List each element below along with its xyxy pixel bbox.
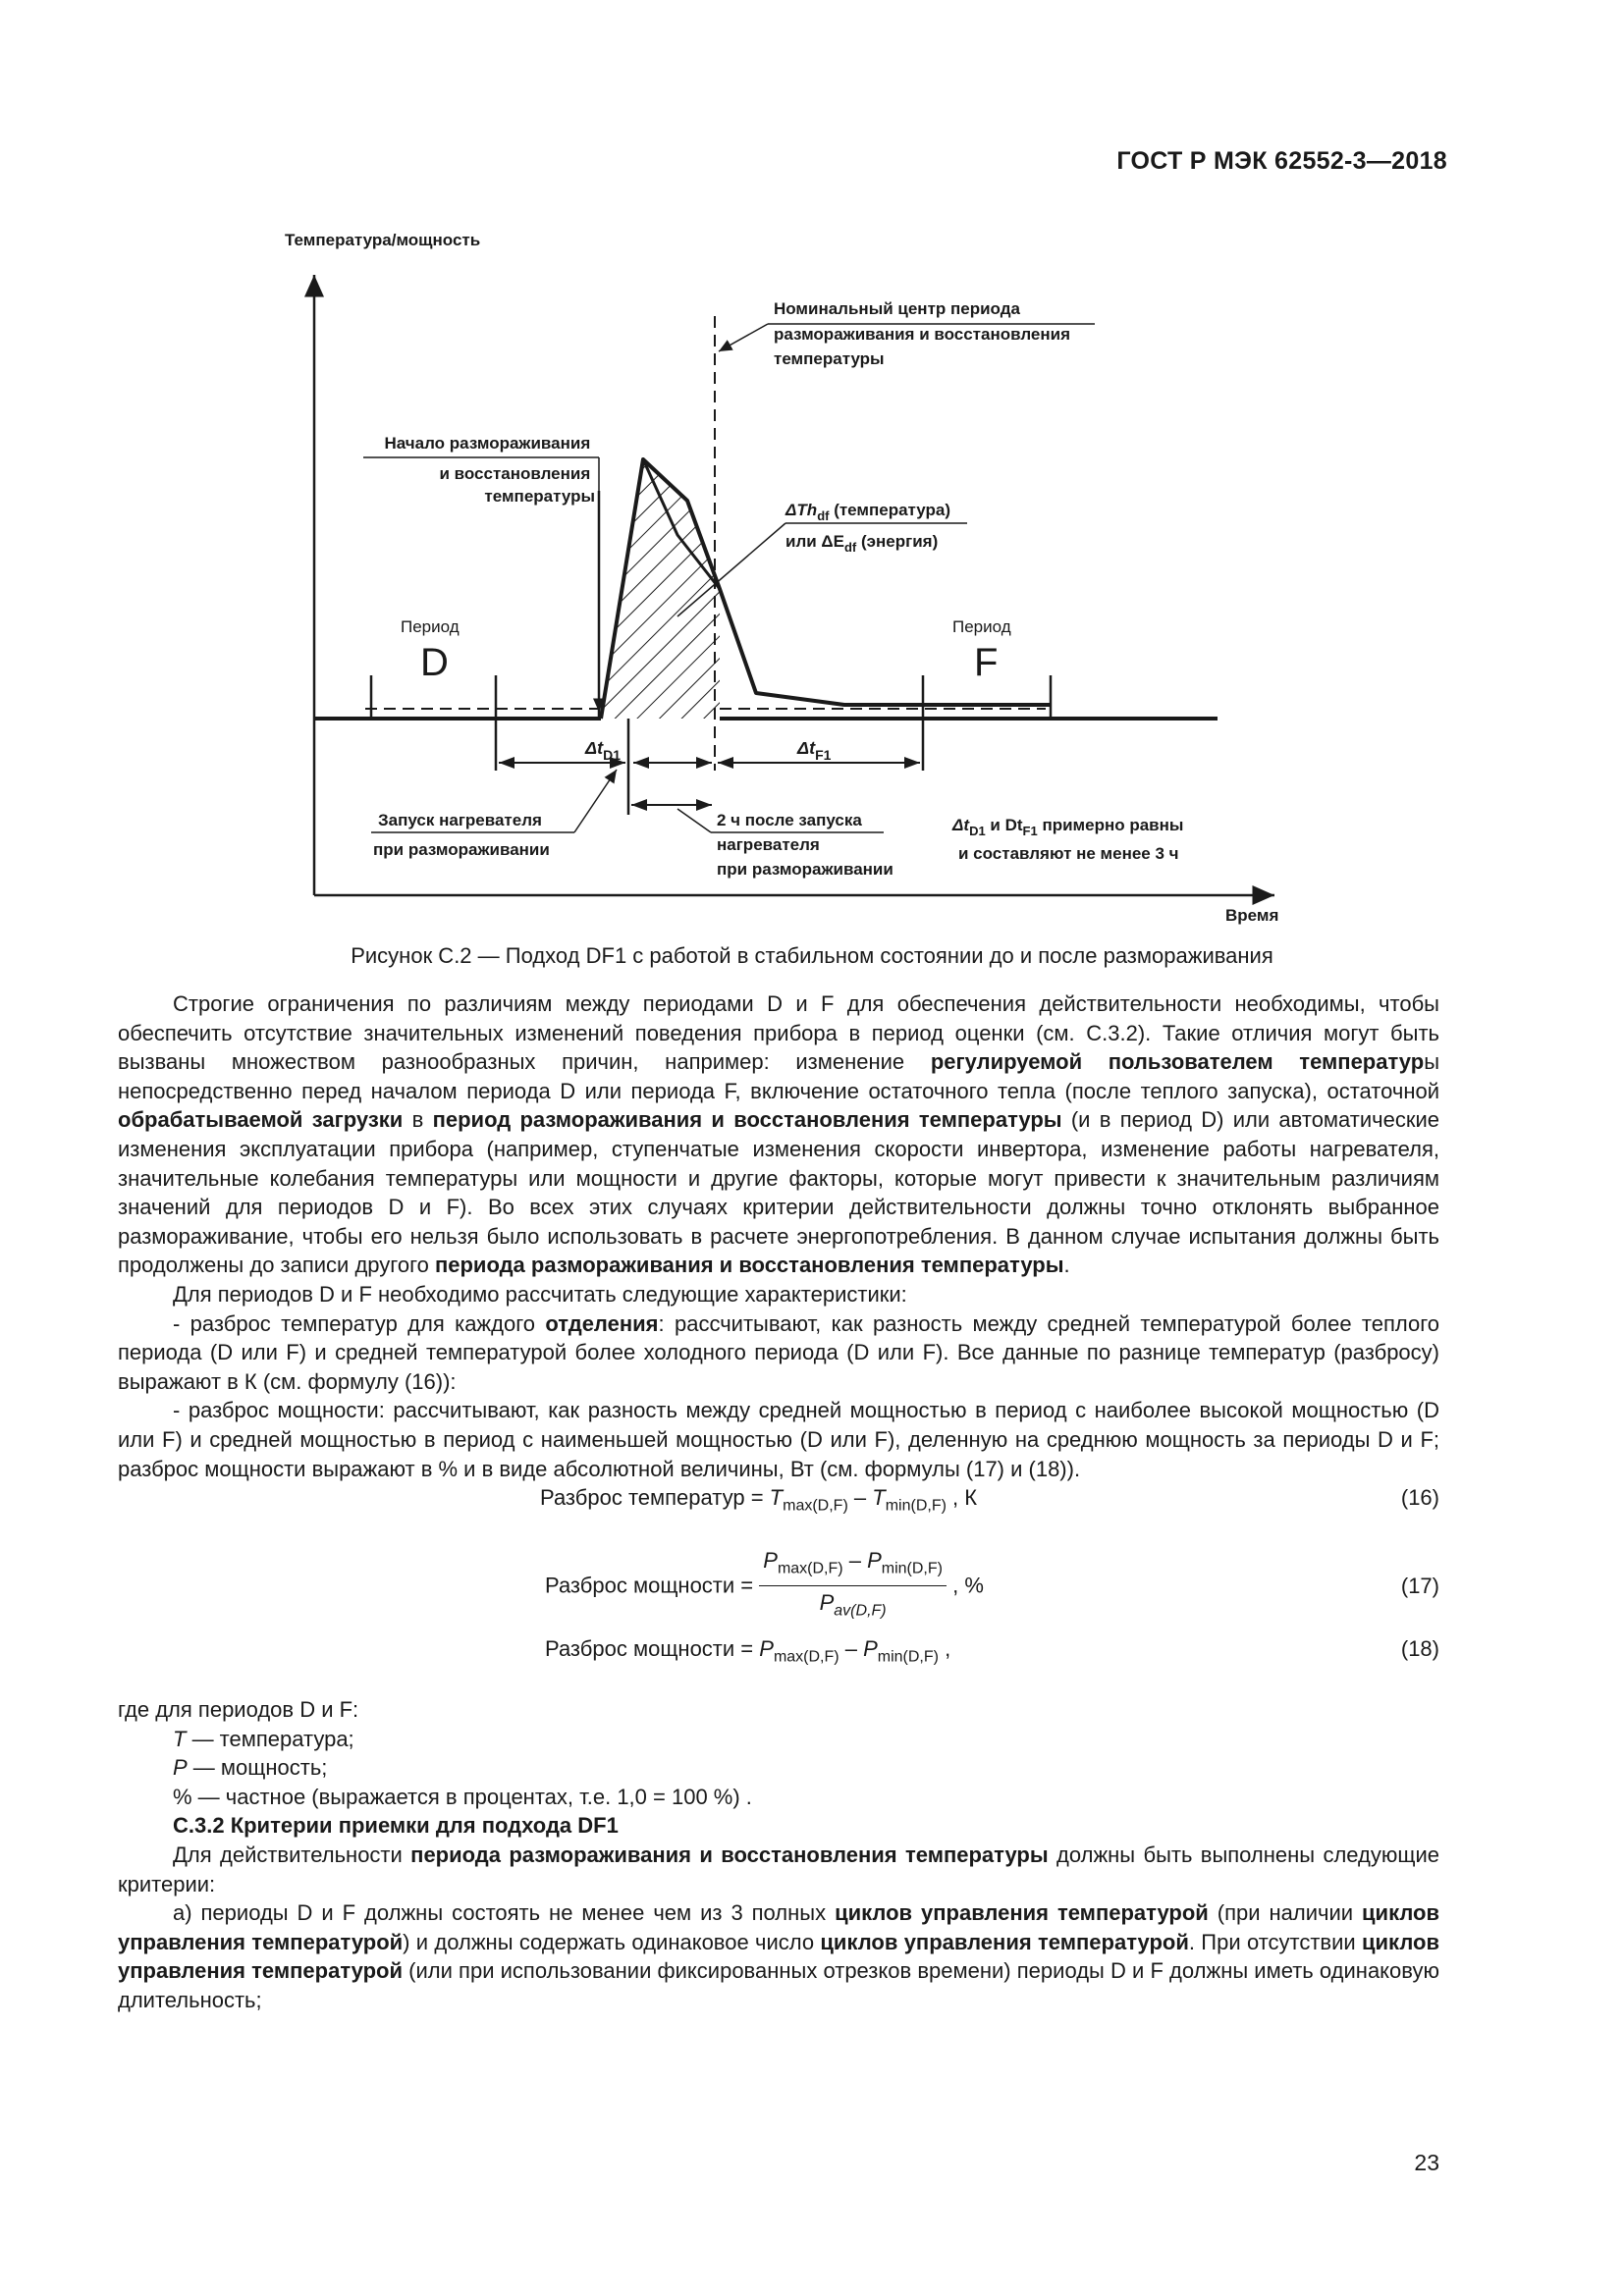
- paragraph: Строгие ограничения по различиям между периодами D и F для обеспечения действительности необходимы, чтобы обеспечить отсутствие значительных изменений поведения прибора в период оценки (см. C.3.2). Такие отличия могут быть вызваны множеством разнообразных причин, например: изменение регулируемой пользователем температуры непосредственно перед началом периода D или периода F, включение остаточного тепла (после теплого запуска), остаточной обрабатываемой загрузки в период размораживания и восстановления температуры (и в период D) или автоматические изменения эксплуатации прибора (например, ступенчатые изменения скорости инвертора, изменение работы нагревателя, значительные колебания температуры или мощности и другие факторы, которые могут привести к значительным различиям значений для периодов D и F). Во всех этих случаях критерии действительности должны точно отклонять выбранное размораживание, чтобы его нельзя было использовать в расчете энергопотребления. В данном случае испытания должны быть продолжены до записи другого периода размораживания и восстановления температуры.: [118, 991, 1440, 1278]
- equation-16: Разброс температур = $T_{max(D,F)} - T_{min(D,F)}$ , К (16): [540, 1485, 1439, 1515]
- page-number: 23: [1414, 2150, 1439, 2175]
- figure-c2: [0, 0, 1624, 942]
- period-f-letter: F: [974, 641, 999, 684]
- equality-note-line2: и составляют не менее 3 ч: [958, 844, 1179, 863]
- dt-d1-label: $\Delta t_{D1}$: [585, 738, 621, 763]
- document-id: ГОСТ Р МЭК 62552-3—2018: [1116, 147, 1447, 175]
- period-f-label: Период: [952, 617, 1011, 636]
- start-label: Начало размораживания и восстановления температуры: [384, 434, 595, 506]
- definition: P — мощность;: [173, 1755, 328, 1781]
- heater-start-label: Запуск нагревателя при размораживании: [373, 811, 550, 859]
- paragraph: а) периоды D и F должны состоять не менее чем из 3 полных циклов управления температурой (при наличии циклов управления температурой) и должны содержать одинаковое число циклов управления температурой. При отсутствии циклов управления температурой (или при использовании фиксированных отрезков времени) периоды D и F должны иметь одинаковую длительность;: [118, 1900, 1439, 2013]
- period-d-label: Период: [401, 617, 460, 636]
- paragraph: Для периодов D и F необходимо рассчитать следующие характеристики:: [173, 1281, 907, 1307]
- equation-17: Разброс мощности = $\frac{P_{max(D,F)} - P_{min(D,F)}}{P_{av(D,F)}}$ , % (17): [545, 1548, 1439, 1620]
- dt-f1-label: $\Delta t_{F1}$: [797, 738, 832, 763]
- x-axis-label: Время: [1225, 906, 1279, 925]
- paragraph: где для периодов D и F:: [118, 1697, 359, 1723]
- paragraph: - разброс мощности: рассчитывают, как разность между средней мощностью в период с наиболее высокой мощностью (D или F) и средней мощностью в период с наименьшей мощностью (D или F), деленную на среднюю мощность за периоды D и F; разброс мощности выражают в % и в виде абсолютной величины, Вт (см. формулы (17) и (18)).: [118, 1398, 1439, 1481]
- body-text: [118, 989, 1439, 2015]
- paragraph: - разброс температур для каждого отделения: рассчитывают, как разность между средней температурой более теплого периода (D или F) и средней температурой более холодного периода (D или F). Все данные по разнице температур (разбросу) выражают в К (см. формулу (16)):: [118, 1310, 1440, 1394]
- after-2h-label: 2 ч после запуска нагревателя при размораживании: [717, 811, 893, 879]
- figure-caption: Рисунок C.2 — Подход DF1 с работой в стабильном состоянии до и после размораживания: [351, 943, 1273, 968]
- delta-e-label: или $\Delta E_{df}$ (энергия): [785, 532, 939, 555]
- y-axis-label: Температура/мощность: [285, 231, 481, 249]
- period-d-letter: D: [420, 641, 449, 684]
- section-title: C.3.2 Критерии приемки для подхода DF1: [173, 1813, 619, 1839]
- equality-note: $\Delta t_{D1}$ и $Dt_{F1}$ примерно равны: [952, 816, 1184, 838]
- nominal-center-label: Номинальный центр периода размораживания и восстановления температуры: [774, 299, 1070, 368]
- paragraph: Для действительности периода размораживания и восстановления температуры должны быть выполнены следующие критерии:: [118, 1842, 1440, 1896]
- definition: % — частное (выражается в процентах, т.е. 1,0 = 100 %) .: [173, 1784, 752, 1809]
- equation-18: Разброс мощности = $P_{max(D,F)} - P_{min(D,F)}$ , (18): [545, 1636, 1439, 1666]
- definition: T — температура;: [173, 1726, 354, 1751]
- delta-th-label: ΔTh$_{df}$ (температура): [785, 501, 951, 523]
